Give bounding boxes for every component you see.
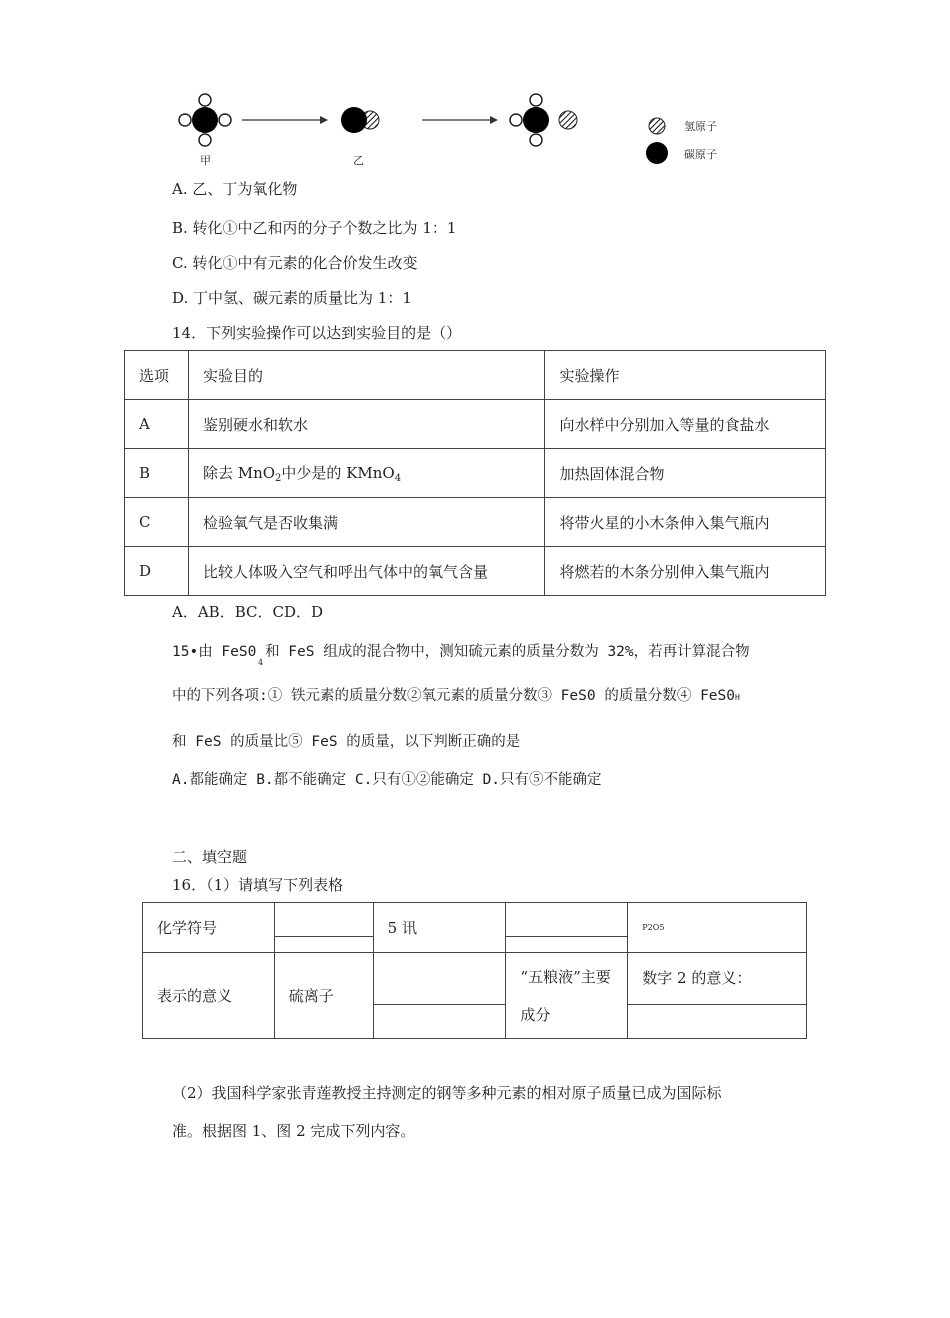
row-goal: 鉴别硬水和软水 bbox=[188, 400, 544, 449]
cell-blank bbox=[373, 1005, 506, 1039]
q13-option-a: A. 乙、丁为氧化物 bbox=[172, 180, 298, 198]
q15-line-2-text: 中的下列各项:① 铁元素的质量分数②氧元素的质量分数③ FeS0 的质量分数④ FeS0 bbox=[172, 688, 735, 704]
cell-symbol-3: 5 讯 bbox=[373, 903, 506, 953]
q15-line-3: 和 FeS 的质量比⑤ FeS 的质量，以下判断正确的是 bbox=[172, 734, 521, 750]
header-goal: 实验目的 bbox=[188, 351, 544, 400]
q14-stem: 14．下列实验操作可以达到实验目的是（） bbox=[172, 324, 462, 342]
row-goal bbox=[188, 449, 544, 498]
row-option: D bbox=[125, 547, 189, 596]
table-header-row bbox=[125, 351, 826, 400]
cell-blank bbox=[506, 937, 628, 953]
cell-blank bbox=[274, 937, 373, 953]
q16-table bbox=[142, 902, 807, 1039]
cell-text: 成分 bbox=[520, 1005, 551, 1024]
subscript: 2 bbox=[275, 473, 282, 484]
row-operation: 将燃若的木条分别伸入集气瓶内 bbox=[545, 547, 826, 596]
q16-part2-line1: （2）我国科学家张青莲教授主持测定的钢等多种元素的相对原子质量已成为国际标 bbox=[172, 1084, 722, 1102]
goal-text: 中少是的 KMnO bbox=[281, 464, 395, 482]
q15-subscript: 4 bbox=[258, 658, 264, 667]
header-option: 选项 bbox=[125, 351, 189, 400]
cell-meaning-5: 数字 2 的意义： bbox=[628, 953, 807, 1005]
q16-part1: 16．（1）请填写下列表格 bbox=[172, 876, 344, 894]
cell-meaning-4 bbox=[506, 953, 628, 1039]
cell-blank bbox=[373, 953, 506, 1005]
molecule-jia bbox=[179, 94, 231, 146]
molecule-figure bbox=[170, 88, 750, 178]
cell-blank bbox=[628, 1005, 807, 1039]
q15-line-2 bbox=[172, 684, 740, 705]
row-option: B bbox=[125, 449, 189, 498]
row-goal: 检验氧气是否收集满 bbox=[188, 498, 544, 547]
arrow-1-head bbox=[320, 116, 328, 124]
legend-h-icon bbox=[649, 118, 665, 134]
table-row bbox=[125, 498, 826, 547]
q15-line-1: 15•由 FeS0 和 FeS 组成的混合物中，测知硫元素的质量分数为 32%，若再计算混合物 bbox=[172, 644, 750, 660]
table-row bbox=[143, 903, 807, 937]
row-option: C bbox=[125, 498, 189, 547]
row-operation: 向水样中分别加入等量的食盐水 bbox=[545, 400, 826, 449]
table-row bbox=[125, 449, 826, 498]
section-title: 二、填空题 bbox=[172, 848, 248, 866]
q14-table bbox=[124, 350, 826, 596]
q14-answers: A．AB．BC．CD．D bbox=[172, 603, 323, 621]
arrow-2-head bbox=[490, 116, 498, 124]
row-goal: 比较人体吸入空气和呼出气体中的氧气含量 bbox=[188, 547, 544, 596]
molecule-yi bbox=[341, 107, 379, 133]
cell-meaning-label: 表示的意义 bbox=[143, 953, 275, 1039]
subscript: 4 bbox=[394, 473, 402, 484]
row-operation: 加热固体混合物 bbox=[545, 449, 826, 498]
q13-option-c: C. 转化①中有元素的化合价发生改变 bbox=[172, 254, 418, 272]
goal-text: 除去 MnO bbox=[202, 464, 276, 482]
header-operation: 实验操作 bbox=[545, 351, 826, 400]
cell-text: “五粮液”主要 bbox=[520, 967, 611, 986]
q15-options: A.都能确定 B.都不能确定 C.只有①②能确定 D.只有⑤不能确定 bbox=[172, 772, 602, 788]
row-option: A bbox=[125, 400, 189, 449]
cell-blank bbox=[506, 903, 628, 937]
q15-line-2-tail: H bbox=[734, 693, 740, 702]
q16-part2-line2: 准。根据图 1、图 2 完成下列内容。 bbox=[172, 1122, 416, 1140]
q13-option-b: B. 转化①中乙和丙的分子个数之比为 1：1 bbox=[172, 219, 457, 237]
molecule-ding bbox=[510, 94, 577, 146]
cell-symbol-5: P2O5 bbox=[628, 903, 807, 953]
legend-c-label: 碳原子 bbox=[684, 148, 717, 161]
reaction-diagram bbox=[170, 88, 750, 178]
legend-h-label: 氢原子 bbox=[684, 120, 717, 133]
table-row bbox=[143, 953, 807, 1005]
cell-blank bbox=[274, 903, 373, 937]
legend-c-icon bbox=[646, 142, 668, 164]
cell-meaning-2: 硫离子 bbox=[274, 953, 373, 1039]
table-row bbox=[125, 400, 826, 449]
label-jia: 甲 bbox=[200, 154, 211, 167]
q13-option-d: D. 丁中氢、碳元素的质量比为 1：1 bbox=[172, 289, 412, 307]
cell-symbol-label: 化学符号 bbox=[143, 903, 275, 953]
table-row bbox=[125, 547, 826, 596]
row-operation: 将带火星的小木条伸入集气瓶内 bbox=[545, 498, 826, 547]
label-yi: 乙 bbox=[353, 154, 364, 167]
